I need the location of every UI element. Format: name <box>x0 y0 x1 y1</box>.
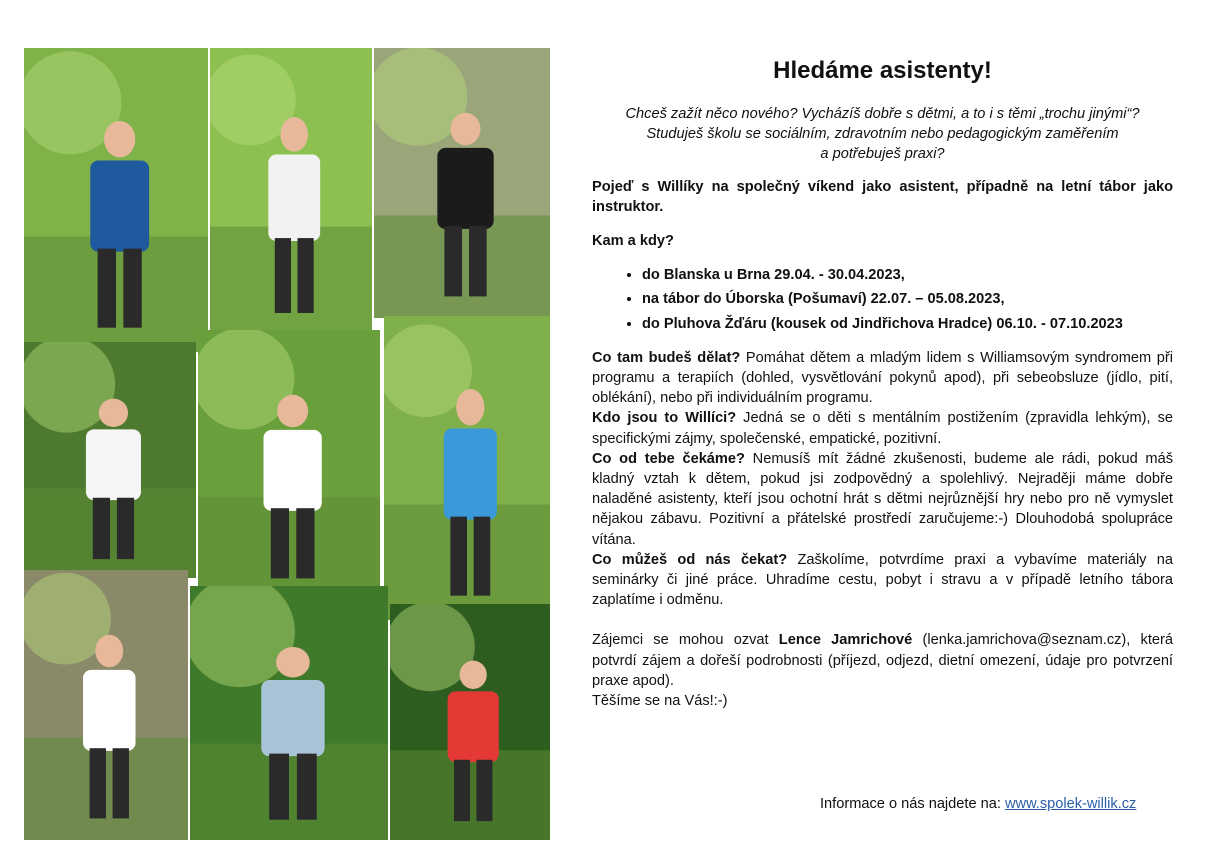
section-question: Co tam budeš dělat? <box>592 349 741 366</box>
contact-post: (lenka.jamrichova@seznam.cz), která potvrdí zájem a dořeší podrobnosti (příjezd, odjezd, dietní omezení, údaje pro potvrzení praxe apod). <box>592 632 1173 689</box>
two-boys-sitting-image <box>190 586 388 840</box>
flyer-text <box>592 56 1173 711</box>
section-answer: Jedná se o děti s mentálním postižením (zpravidla lehkým), se specifickými zájmy, společenské, empatické, pozitivní. <box>592 410 1173 447</box>
boy-with-ball-thumbs-up-image <box>24 48 208 352</box>
footer-info <box>820 796 1136 812</box>
photo-5 <box>198 330 380 600</box>
section-answer: Zaškolíme, potvrdíme praxi a vybavíme materiály na seminárky či jiné práce. Uhradíme cestu, pobyt i stravu a v případě letního tábora zaplatíme i odměnu. <box>592 551 1173 609</box>
where-when-label: Kam a kdy? <box>592 233 674 250</box>
boy-adidas-shirt-image <box>210 48 372 336</box>
intro-line: Studuješ školu se sociálním, zdravotním nebo pedagogickým zaměřením <box>646 126 1119 143</box>
contact-pre: Zájemci se mohou ozvat <box>592 632 779 649</box>
contact-text <box>592 630 1173 691</box>
photo-3 <box>374 48 550 318</box>
event-item: • do Blanska u Brna 29.04. - 30.04.2023, <box>642 265 1173 285</box>
photo-7 <box>24 570 188 840</box>
photo-collage <box>0 0 560 855</box>
section-benefits <box>592 550 1173 611</box>
photo-9 <box>390 604 550 840</box>
couple-with-ball-image <box>198 330 380 600</box>
section-question: Co od tebe čekáme? <box>592 450 745 467</box>
section-answer: Pomáhat dětem a mladým lidem s Williamsovým syndromem při programu a terapiích (dohled, vysvětlování pokynů apod), při sebeobsluze (jídlo, pití, oblékání), nebo při individuálním programu. <box>592 349 1173 407</box>
contact-name: Lence Jamrichové <box>778 632 913 649</box>
girl-with-drum-image <box>24 570 188 840</box>
intro-line: a potřebuješ praxi? <box>820 146 945 163</box>
boy-with-marvel-book-image <box>24 342 196 578</box>
section-expectations <box>592 449 1173 550</box>
event-list <box>592 265 1173 334</box>
photo-4 <box>24 342 196 578</box>
event-item: • na tábor do Úborska (Pošumaví) 22.07. – 05.08.2023, <box>642 289 1173 309</box>
intro-line: Chceš zažít něco nového? Vycházíš dobře s dětmi, a to i s těmi „trochu jinými“? <box>625 106 1140 122</box>
section-question: Co můžeš od nás čekat? <box>592 551 788 568</box>
photo-6 <box>384 316 550 620</box>
footer-label: Informace o nás najdete na: <box>820 796 1005 812</box>
section-activities <box>592 348 1173 409</box>
website-link[interactable]: www.spolek-willik.cz <box>1004 796 1137 812</box>
closing-text: Těšíme se na Vás!:-) <box>592 693 728 710</box>
boy-with-medal-image <box>390 604 550 840</box>
page-title: Hledáme asistenty! <box>773 57 992 84</box>
event-item: • do Pluhova Žďáru (kousek od Jindřichova Hradce) 06.10. - 07.10.2023 <box>642 314 1173 334</box>
offer-text: Pojeď s Willíky na společný víkend jako asistent, případně na letní tábor jako instruktor. <box>592 178 1173 215</box>
section-who <box>592 408 1173 448</box>
intro-questions <box>592 104 1173 165</box>
photo-2 <box>210 48 372 336</box>
section-answer: Nemusíš mít žádné zkušenosti, budeme ale rádi, pokud máš kladný vztah k dětem, pokud jsi zodpovědný a spolehlivý. Nejraději máme dobře naladěné asistenty, kteří jsou ochotní hrát s dětmi nejrůznější hry nebo pro ně vymyslet nějakou zábavu. Pozitivní a přátelské prostředí zaručujeme:-) Dlouhodobá spolupráce vítána. <box>592 450 1173 548</box>
photo-1 <box>24 48 208 352</box>
boy-on-stairs-with-tool-image <box>374 48 550 318</box>
photo-8 <box>190 586 388 840</box>
boy-with-trimmer-image <box>384 316 550 620</box>
section-question: Kdo jsou to Willíci? <box>592 410 737 427</box>
